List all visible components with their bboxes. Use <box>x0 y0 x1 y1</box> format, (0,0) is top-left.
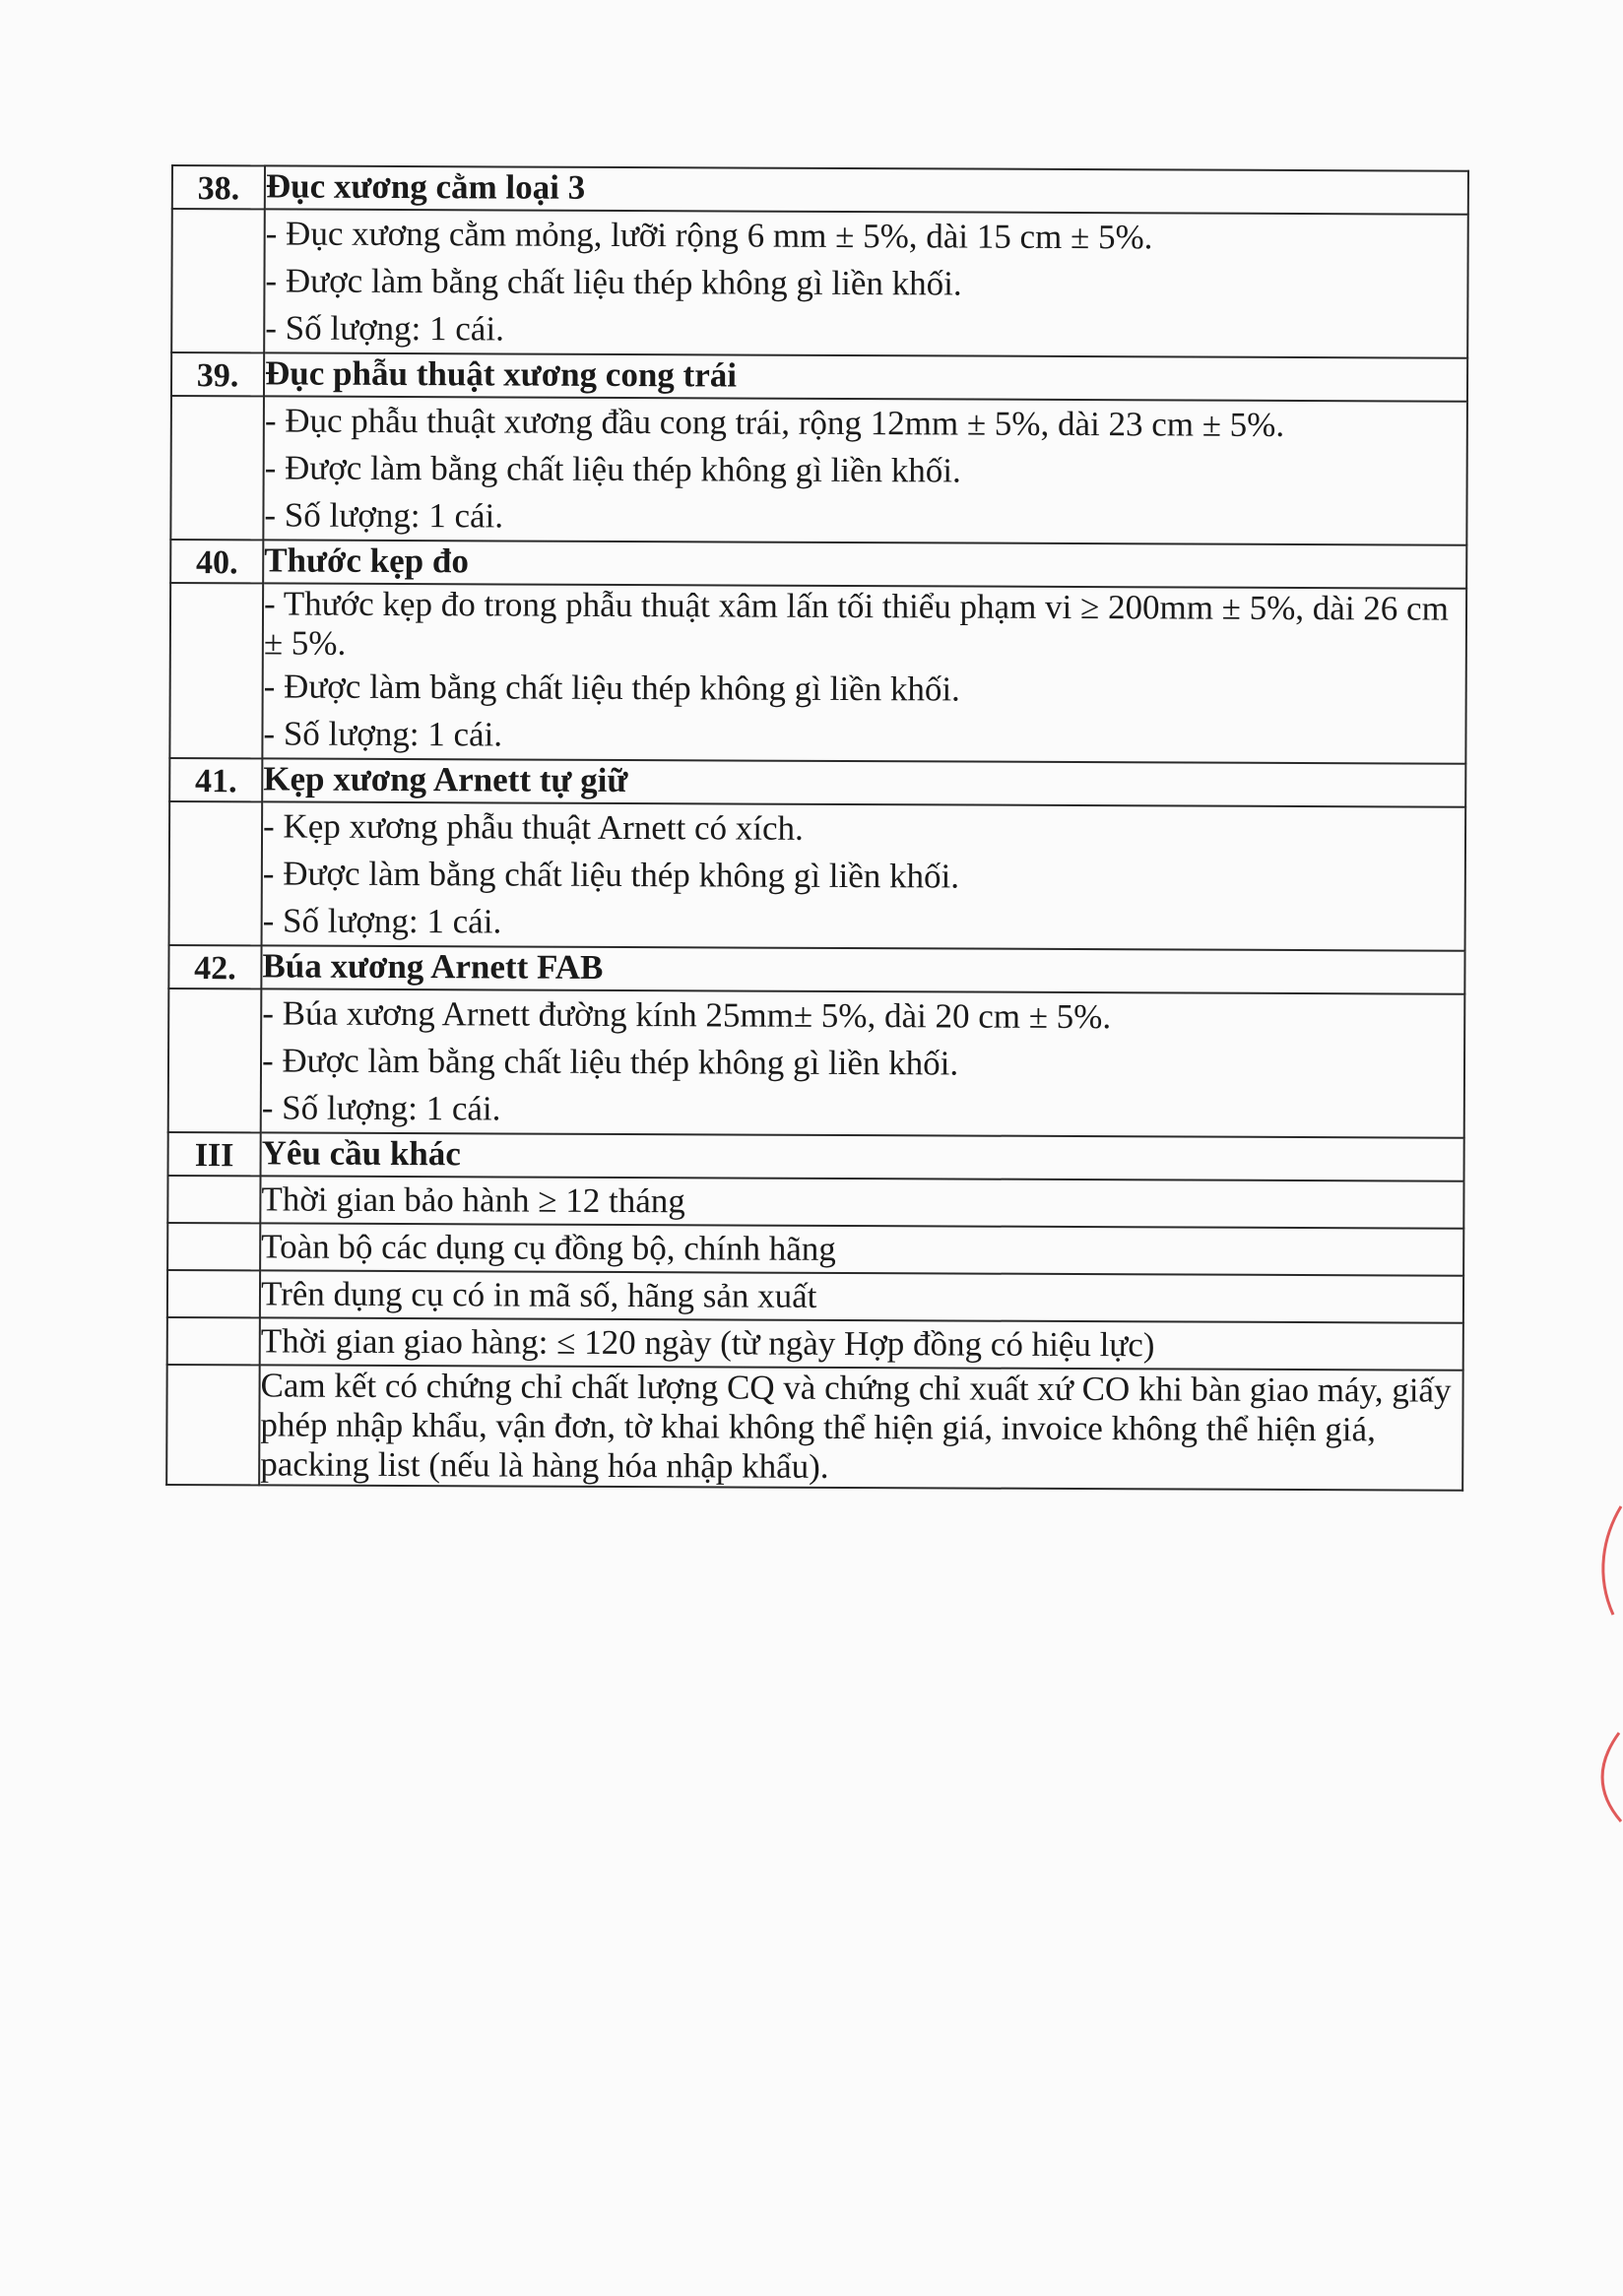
empty-cell <box>169 801 263 945</box>
requirement-text: Thời gian bảo hành ≥ 12 tháng <box>260 1176 1463 1228</box>
empty-cell <box>167 1176 260 1223</box>
specification-table <box>165 164 1469 1492</box>
requirement-row <box>167 1223 1463 1276</box>
item-details <box>262 801 1466 950</box>
item-number: 39. <box>171 352 264 396</box>
item-number: 40. <box>170 540 263 583</box>
detail-line: - Được làm bằng chất liệu thép không gì liền khối. <box>265 261 962 303</box>
item-details <box>262 583 1466 763</box>
item-title: Kẹp xương Arnett tự giữ <box>262 758 1465 806</box>
section-header-row <box>168 1132 1464 1181</box>
item-detail-row <box>168 989 1465 1138</box>
empty-cell <box>169 583 263 758</box>
item-header-row <box>170 540 1466 589</box>
detail-line: - Số lượng: 1 cái. <box>264 495 504 536</box>
item-detail-row <box>169 801 1466 951</box>
item-detail-row <box>171 209 1468 358</box>
item-header-row <box>171 352 1467 402</box>
detail-line: - Số lượng: 1 cái. <box>262 901 502 941</box>
empty-cell <box>167 1317 260 1365</box>
requirement-row <box>167 1317 1463 1371</box>
detail-line: - Đục xương cằm mỏng, lưỡi rộng 6 mm ± 5%, dài 15 cm ± 5%. <box>265 214 1153 257</box>
item-title: Đục xương cằm loại 3 <box>265 165 1468 214</box>
detail-line: - Số lượng: 1 cái. <box>263 714 503 754</box>
detail-line: - Được làm bằng chất liệu thép không gì liền khối. <box>261 1041 959 1083</box>
item-number: 41. <box>169 758 262 801</box>
detail-line: - Kẹp xương phẫu thuật Arnett có xích. <box>262 806 804 848</box>
requirement-text: Thời gian giao hàng: ≤ 120 ngày (từ ngày Hợp đồng có hiệu lực) <box>260 1317 1463 1370</box>
detail-line: - Được làm bằng chất liệu thép không gì liền khối. <box>263 667 960 709</box>
requirement-text: Cam kết có chứng chỉ chất lượng CQ và chứng chỉ xuất xứ CO khi bàn giao máy, giấy phép nhập khẩu, vận đơn, tờ khai không thể hiện giá, invoice không thể hiện giá, packing list (nếu là hàng hóa nhập khẩu). <box>259 1365 1463 1490</box>
empty-cell <box>168 989 262 1132</box>
requirement-text: Trên dụng cụ có in mã số, hãng sản xuất <box>260 1270 1463 1322</box>
detail-line: - Số lượng: 1 cái. <box>265 308 504 349</box>
empty-cell <box>167 1223 260 1270</box>
item-title: Đục phẫu thuật xương cong trái <box>264 352 1467 401</box>
item-header-row <box>172 165 1468 215</box>
detail-line: - Được làm bằng chất liệu thép không gì liền khối. <box>262 854 960 896</box>
requirement-row <box>167 1270 1463 1323</box>
empty-cell <box>166 1365 260 1485</box>
item-header-row <box>168 945 1464 994</box>
requirement-text: Toàn bộ các dụng cụ đồng bộ, chính hãng <box>260 1223 1463 1275</box>
item-number: 38. <box>172 165 265 209</box>
detail-line: - Số lượng: 1 cái. <box>261 1088 501 1128</box>
item-details <box>263 396 1467 544</box>
empty-cell <box>167 1270 260 1317</box>
requirement-row <box>167 1176 1463 1229</box>
item-detail-row <box>169 583 1466 764</box>
item-details <box>261 989 1465 1137</box>
item-number: 42. <box>168 945 261 989</box>
item-details <box>264 209 1468 357</box>
empty-cell <box>171 209 265 352</box>
item-title: Búa xương Arnett FAB <box>261 945 1464 993</box>
red-stamp-fragment-icon <box>1584 1497 1623 1831</box>
section-number: III <box>168 1132 261 1176</box>
empty-cell <box>170 396 264 540</box>
detail-line: - Thước kẹp đo trong phẫu thuật xâm lấn tối thiểu phạm vi ≥ 200mm ± 5%, dài 26 cm ± 5%. <box>263 584 1449 663</box>
item-title: Thước kẹp đo <box>263 540 1466 588</box>
requirement-row <box>166 1365 1463 1491</box>
detail-line: - Búa xương Arnett đường kính 25mm± 5%, dài 20 cm ± 5%. <box>262 993 1112 1037</box>
detail-line: - Được làm bằng chất liệu thép không gì liền khối. <box>264 448 961 490</box>
item-detail-row <box>170 396 1467 545</box>
section-title: Yêu cầu khác <box>261 1132 1464 1180</box>
item-header-row <box>169 758 1465 807</box>
detail-line: - Đục phẫu thuật xương đầu cong trái, rộng 12mm ± 5%, dài 23 cm ± 5%. <box>264 401 1285 444</box>
